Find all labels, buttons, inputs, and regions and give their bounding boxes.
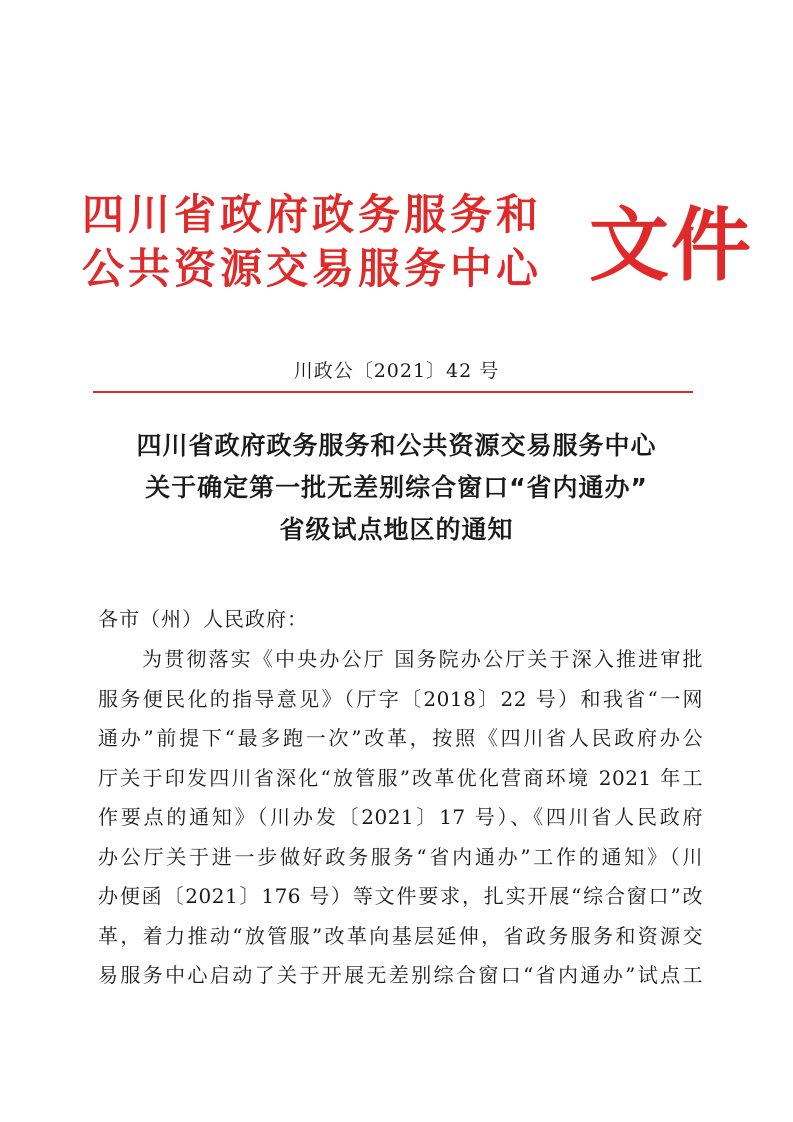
issuer-line-1: 四川省政府政务服务和 <box>82 190 543 239</box>
document-number: 川政公〔2021〕42 号 <box>293 360 500 382</box>
body-line: 作要点的通知》（川办发〔2021〕17 号）、《四川省人民政府 <box>98 805 703 829</box>
body-line: 为贯彻落实《中央办公厅 国务院办公厅关于深入推进审批 <box>142 647 703 671</box>
salutation: 各市（州）人民政府： <box>98 607 308 631</box>
body-paragraph <box>98 640 703 996</box>
title-line-3: 省级试点地区的通知 <box>279 515 514 544</box>
title-line-1: 四川省政府政务服务和公共资源交易服务中心 <box>136 431 657 460</box>
body-line: 易服务中心启动了关于开展无差别综合窗口“省内通办”试点工 <box>98 963 703 987</box>
document-header <box>82 188 753 306</box>
document-title <box>0 425 793 551</box>
body-line: 革，着力推动“放管服”改革向基层延伸，省政务服务和资源交 <box>98 923 703 948</box>
issuer-line-2: 公共资源交易服务中心 <box>82 244 543 293</box>
red-separator-line <box>93 391 693 393</box>
body-line: 服务便民化的指导意见》（厅字〔2018〕22 号）和我省“一网 <box>98 686 703 711</box>
body-line: 办便函〔2021〕176 号）等文件要求，扎实开展“综合窗口”改 <box>98 884 703 908</box>
body-line: 厅关于印发四川省深化“放管服”改革优化营商环境 2021 年工 <box>98 765 703 790</box>
title-line-2: 关于确定第一批无差别综合窗口“省内通办” <box>145 473 648 502</box>
body-line: 办公厅关于进一步做好政务服务“省内通办”工作的通知》（川 <box>98 844 703 869</box>
body-line: 通办”前提下“最多跑一次”改革，按照《四川省人民政府办公 <box>98 726 703 750</box>
document-type-label: 文件 <box>589 198 753 292</box>
issuing-authority <box>82 188 587 296</box>
